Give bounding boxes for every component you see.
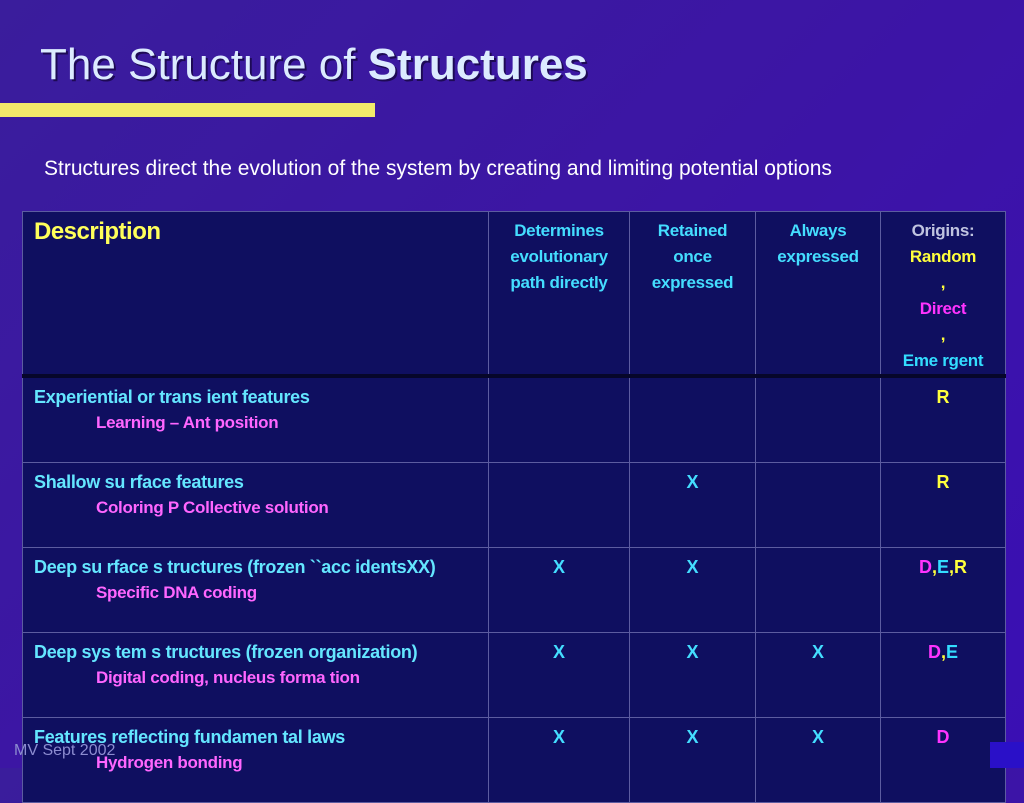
row-main-text: Deep sys tem s tructures (frozen organization) bbox=[34, 642, 418, 662]
row-main-text: Deep su rface s tructures (frozen ``acc identsXX) bbox=[34, 557, 436, 577]
table-row bbox=[23, 463, 1006, 548]
title-regular: The Structure of bbox=[40, 40, 368, 89]
origins-cell bbox=[881, 548, 1006, 633]
row-example-text: Hydrogen bonding bbox=[96, 753, 243, 772]
origin-code: D bbox=[936, 727, 950, 747]
row-description bbox=[23, 548, 489, 633]
origins-cell bbox=[881, 463, 1006, 548]
header-always-line: expressed bbox=[777, 247, 859, 266]
header-retained-line: expressed bbox=[651, 273, 734, 292]
origin-separator: , bbox=[949, 557, 955, 577]
table-row bbox=[23, 548, 1006, 633]
origin-code: R bbox=[954, 557, 968, 577]
row-example-text: Digital coding, nucleus forma tion bbox=[96, 668, 360, 687]
determines-cell bbox=[489, 463, 630, 548]
origin-separator: , bbox=[931, 557, 937, 577]
corner-decoration bbox=[990, 742, 1024, 768]
origin-code: R bbox=[936, 387, 950, 407]
determines-cell bbox=[489, 376, 630, 463]
header-determines-line: path directly bbox=[510, 273, 608, 292]
origin-emergent-label: Eme rgent bbox=[902, 351, 984, 370]
origin-code: R bbox=[936, 472, 950, 492]
header-origins bbox=[881, 212, 1006, 377]
determines-cell: X bbox=[489, 718, 630, 803]
row-main-text: Shallow su rface features bbox=[34, 472, 244, 492]
retained-cell: X bbox=[630, 718, 756, 803]
retained-cell: X bbox=[630, 548, 756, 633]
header-always-line: Always bbox=[789, 221, 847, 240]
origin-separator: , bbox=[940, 273, 946, 292]
origin-code: E bbox=[946, 642, 959, 662]
header-origins-label: Origins: bbox=[911, 221, 975, 240]
table-header-row bbox=[23, 212, 1006, 377]
always-cell bbox=[756, 548, 881, 633]
origin-direct-label: Direct bbox=[919, 299, 967, 318]
header-determines-line: Determines bbox=[514, 221, 604, 240]
origins-cell bbox=[881, 376, 1006, 463]
slide-footer: MV Sept 2002 bbox=[14, 742, 116, 759]
always-cell: X bbox=[756, 633, 881, 718]
row-description bbox=[23, 718, 489, 803]
title-underline-bar bbox=[0, 103, 375, 117]
retained-cell bbox=[630, 376, 756, 463]
always-cell bbox=[756, 376, 881, 463]
row-description bbox=[23, 376, 489, 463]
header-origins-random-line bbox=[881, 244, 1005, 296]
row-description bbox=[23, 463, 489, 548]
structures-table bbox=[22, 211, 1006, 803]
title-bold: Structures bbox=[367, 40, 588, 89]
header-retained-line: Retained bbox=[657, 221, 728, 240]
retained-cell: X bbox=[630, 633, 756, 718]
origin-code: D bbox=[918, 557, 932, 577]
retained-cell: X bbox=[630, 463, 756, 548]
table-row bbox=[23, 633, 1006, 718]
table-row bbox=[23, 376, 1006, 463]
row-description bbox=[23, 633, 489, 718]
row-example-text: Learning – Ant position bbox=[96, 413, 279, 432]
always-cell bbox=[756, 463, 881, 548]
slide-subtitle: Structures direct the evolution of the system by creating and limiting potential options bbox=[44, 157, 832, 180]
header-origins-direct-line bbox=[881, 296, 1005, 348]
determines-cell: X bbox=[489, 633, 630, 718]
origins-cell bbox=[881, 633, 1006, 718]
header-retained bbox=[630, 212, 756, 377]
origins-cell bbox=[881, 718, 1006, 803]
row-example-text: Coloring P Collective solution bbox=[96, 498, 329, 517]
origin-separator: , bbox=[940, 325, 946, 344]
origin-random-label: Random bbox=[909, 247, 977, 266]
header-determines-line: evolutionary bbox=[510, 247, 608, 266]
row-main-text: Experiential or trans ient features bbox=[34, 387, 310, 407]
always-cell: X bbox=[756, 718, 881, 803]
slide-title bbox=[40, 40, 588, 90]
header-retained-line: once bbox=[673, 247, 712, 266]
origin-separator: , bbox=[940, 642, 946, 662]
determines-cell: X bbox=[489, 548, 630, 633]
origin-code: E bbox=[936, 557, 949, 577]
row-example-text: Specific DNA coding bbox=[96, 583, 257, 602]
header-always bbox=[756, 212, 881, 377]
header-determines bbox=[489, 212, 630, 377]
table-row bbox=[23, 718, 1006, 803]
header-description: Description bbox=[23, 212, 489, 377]
row-main-text: Features reflecting fundamen tal laws bbox=[34, 727, 345, 747]
origin-code: D bbox=[927, 642, 941, 662]
